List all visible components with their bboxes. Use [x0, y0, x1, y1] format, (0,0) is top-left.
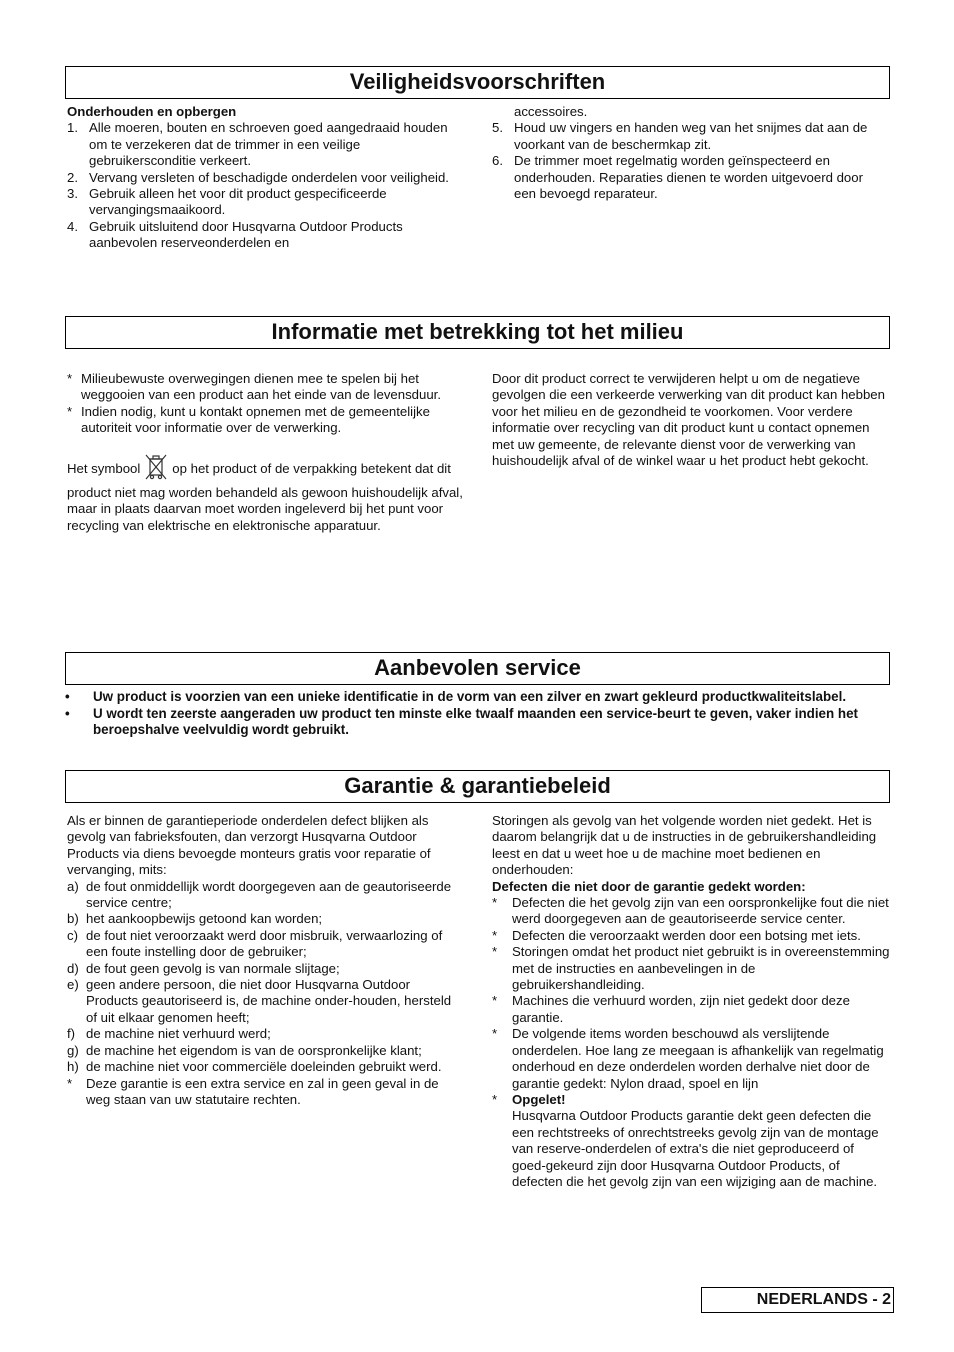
note-text: Husqvarna Outdoor Products garantie dekt geen defecten die een rechtstreeks of onrechtstreeks gevolg zijn van de montage van reserve-onderdelen of extra's die niet geproduceerd of goed-gekeurd zijn door Husqvarna Outdoor Products, of defecten die het gevolg zijn van een wijziging aan de machine. — [512, 1108, 879, 1189]
list-item: * Defecten die veroorzaakt werden door een botsing met iets. — [492, 927, 861, 943]
list-item: • U wordt ten zeerste aangeraden uw product ten minste elke twaalf maanden een service-beurt te geven, vaker indien het beroepshalve veelvuldig wordt gebruikt. — [65, 705, 858, 738]
list-item: g) de machine het eigendom is van de oorspronkelijke klant; — [67, 1042, 422, 1058]
section-title-milieu: Informatie met betrekking tot het milieu — [65, 316, 890, 349]
list-item: 3. Gebruik alleen het voor dit product gespecificeerde vervangingsmaaikoord. — [67, 186, 387, 218]
list-item: 4. Gebruik uitsluitend door Husqvarna Outdoor Products aanbevolen reserveonderdelen en — [67, 218, 403, 251]
list-item: * Defecten die het gevolg zijn van een oorspronkelijke fout die niet werd doorgegeven aan de geautoriseerde service center. — [492, 895, 889, 927]
list-item: h) de machine niet voor commerciële doeleinden gebruikt werd. — [67, 1059, 442, 1075]
list-item: d) de fout geen gevolg is van normale slijtage; — [67, 960, 340, 976]
list-item: * Milieubewuste overwegingen dienen mee te spelen bij het weggooien van een product aan het einde van de levensduur. — [67, 371, 442, 403]
list-item: * Storingen omdat het product niet gebruikt is in overeenstemming met de instructies en aanbevelingen in de gebruikershandleiding. — [492, 944, 890, 993]
list-item: e) geen andere persoon, die niet door Husqvarna Outdoor Products geautoriseerd is, de machine onder-houden, hersteld of uit elkaar genomen heeft; — [67, 977, 452, 1025]
defects-heading: Defecten die niet door de garantie gedekt worden: — [492, 878, 806, 894]
veiligheid-left-column — [67, 104, 462, 252]
garantie-left-column: Als er binnen de garantieperiode onderdelen defect blijken als gevolg van fabrieksfouten, dan verzorgt Husqvarna Outdoor Products via diens bevoegde monteurs gratis voor reparatie of vervanging, mits: a) de fout onmiddellijk wordt doorgegeven aan de geautoriseerde service centre; b) het aankoopbewijs getoond kan worden; c) de fout niet veroorzaakt werd door misbruik, verwaarlozing of een foute instelling door de gebruiker; d) de fout geen gevolg is van normale slijtage; e) geen andere persoon, die niet door Husqvarna Outdoor Products geautoriseerd is, de machine onder-houden, hersteld of uit elkaar genomen heeft; f) de machine niet verhuurd werd; g) de machine het eigendom is van de oorspronkelijke klant; h) de machine niet voor commerciële doeleinden gebruikt werd. * Deze garantie is een extra service en zal in geen geval in de weg staan van uw statutaire rechten. — [67, 813, 462, 1108]
list-item: • Uw product is voorzien van een unieke identificatie in de vorm van een zilver en zwart gekleurd productkwaliteitslabel. — [65, 689, 847, 704]
milieu-right-column: Door dit product correct te verwijderen helpt u om de negatieve gevolgen die een verkeerde verwerking van dit product kan hebben voor het milieu en de gezondheid te voorkomen. Voor verdere informatie over recycling van dit product kunt u contact opnemen met uw gemeente, de relevante dienst voor de verwerking van huishoudelijk afval of de winkel waar u het product hebt gekocht. — [492, 371, 885, 469]
section-title-garantie: Garantie & garantiebeleid — [65, 770, 890, 803]
service-list — [65, 689, 890, 739]
list-item: 1. Alle moeren, bouten en schroeven goed aangedraaid houden om te verzekeren dat de trimmer in een veilige gebruikersconditie verkeert. — [67, 120, 448, 169]
list-item: c) de fout niet veroorzaakt werd door misbruik, verwaarlozing of een foute instelling door de gebruiker; — [67, 927, 443, 960]
list-item: 2. Vervang versleten of beschadigde onderdelen voor veiligheid. — [67, 169, 449, 185]
veiligheid-right-column — [492, 104, 887, 202]
page-footer: NEDERLANDS - 2 — [701, 1287, 894, 1313]
symbol-paragraph: Het symbool op het product of de verpakking betekent dat dit product niet mag worden behandeld als gewoon huishoudelijk afval, maar in plaats daarvan moet worden ingeleverd bij het punt voor recycling van elektrische en elektronische apparatuur. — [67, 453, 464, 535]
list-item: * Machines die verhuurd worden, zijn niet gedekt door deze garantie. — [492, 993, 850, 1025]
list-item: 6. De trimmer moet regelmatig worden geïnspecteerd en onderhouden. Reparaties dienen te worden uitgevoerd door een bevoegd reparateur. — [492, 153, 863, 202]
crossed-out-wheelie-bin-icon — [143, 453, 169, 485]
list-item: accessoires. — [514, 104, 588, 119]
list-item: f) de machine niet verhuurd werd; — [67, 1026, 271, 1042]
section-title-service: Aanbevolen service — [65, 652, 890, 685]
list-item: * De volgende items worden beschouwd als verslijtende onderdelen. Hoe lang ze meegaan is afhankelijk van regelmatig onderhoud en deze onderdelen worden derhalve niet door de garantie gedekt: Nylon draad, spoel en lijn — [492, 1026, 884, 1091]
section-title-veiligheid: Veiligheidsvoorschriften — [65, 66, 890, 99]
list-item: a) de fout onmiddellijk wordt doorgegeven aan de geautoriseerde service centre; — [67, 878, 452, 911]
note-heading: Opgelet! — [512, 1091, 566, 1107]
garantie-right-column: Storingen als gevolg van het volgende worden niet gedekt. Het is daarom belangrijk dat u de instructies in de gebruikershandleiding leest en dat u weet hoe u de machine moet bedienen en onderhouden: Defecten die niet door de garantie gedekt worden: * Defecten die het gevolg zijn van een oorspronkelijke fout die niet werd doorgegeven aan de geautoriseerde service center. * Defecten die veroorzaakt werden door een botsing met iets. * Storingen omdat het product niet gebruikt is in overeenstemming met de instructies en aanbevelingen in de gebruikershandleiding. * Machines die verhuurd worden, zijn niet gedekt door deze garantie. * De volgende items worden beschouwd als verslijtende onderdelen. Hoe lang ze meegaan is afhankelijk van regelmatig onderhoud en deze onderdelen worden derhalve niet door de garantie gedekt: Nylon draad, spoel en lijn * Opgelet! Husqvarna Outdoor Products garantie dekt geen defecten die een rechtstreeks of onrechtstreeks gevolg zijn van de montage van reserve-onderdelen of extra's die niet geproduceerd of goed-gekeurd zijn door Husqvarna Outdoor Products, of defecten die het gevolg zijn van een wijziging aan de machine. — [492, 813, 890, 1189]
list-item: 5. Houd uw vingers en handen weg van het snijmes dat aan de voorkant van de beschermkap zit. — [492, 120, 868, 152]
list-item: * Indien nodig, kunt u kontakt opnemen met de gemeentelijke autoriteit voor informatie over de verwerking. — [67, 403, 430, 436]
veiligheid-subtitle: Onderhouden en opbergen — [67, 104, 237, 119]
milieu-left-column — [67, 371, 464, 534]
list-item: b) het aankoopbewijs getoond kan worden; — [67, 911, 323, 927]
list-item: * Deze garantie is een extra service en zal in geen geval in de weg staan van uw statutaire rechten. — [67, 1075, 439, 1107]
list-item: * Opgelet! Husqvarna Outdoor Products garantie dekt geen defecten die een rechtstreeks of onrechtstreeks gevolg zijn van de montage van reserve-onderdelen of extra's die niet geproduceerd of goed-gekeurd zijn door Husqvarna Outdoor Products, of defecten die het gevolg zijn van een wijziging aan de machine. — [492, 1091, 879, 1189]
